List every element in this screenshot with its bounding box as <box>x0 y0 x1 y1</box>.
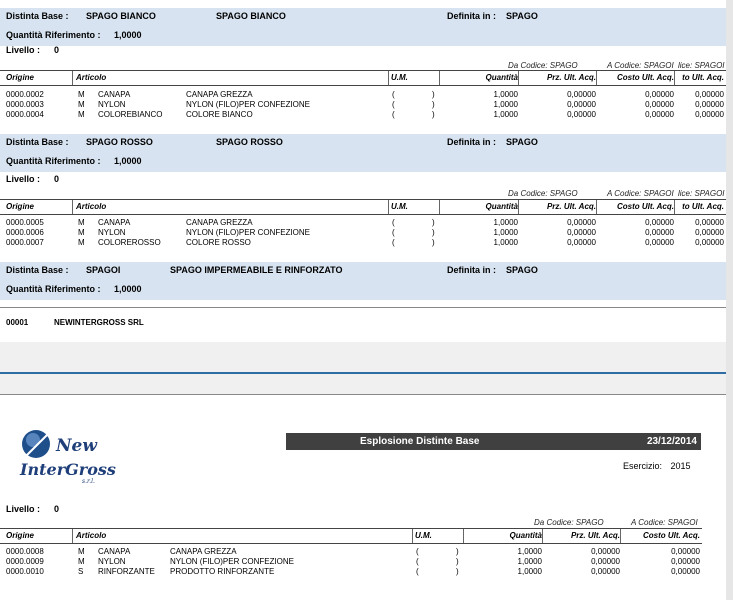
a-codice: A Codice: SPAGOI <box>631 518 698 527</box>
report-page: Distinta Base : SPAGO BIANCO SPAGO BIANCO Definita in : SPAGO Quantità Riferimento : 1,0000 Livello : 0 Da Codice: SPAGO A Codice: SPAGOI lice: SPAGOI Origine Articolo U.M. Quantità Prz. Ult. Acq. Costo Ult. Acq. to Ult. Acq. 0000.0002 M CANAPA CANAPA GREZZA ( ) 1,0000 0,00000 0,00000 0,00000 0000.0003 M NYLON NYLON (FILO)PER CONFEZIONE ( ) 1,0000 0,00000 0,00000 0,00000 0000.0004 M COLOREBIANCO COLORE BIANCO ( ) 1,0000 0,00000 0,00000 0,00000 Distinta Base : SPAGO ROSSO SPAGO ROSSO Definita in : SPAGO Quantità Riferimento : 1,0000 Livello : 0 Da Codice: SPAGO A Codice: SPAGOI lice: SPAGOI Origine Articolo U.M. Quantità Prz. Ult. Acq. Costo Ult. Acq. to Ult. Acq. 0000.0005 M CANAPA CANAPA GREZZA ( ) 1,0000 0,00000 0,00000 0,00000 0000.0006 M NYLON NYLON (FILO)PER CONFEZIONE ( ) 1,0000 0,00000 0,00000 0,00000 0000.0007 M COLOREROSSO COLORE ROSSO ( ) 1,0000 0,00000 0,00000 0,00000 Distinta Base : SPAGOI SPAGO IMPERMEABILE E RINFORZATO Definita in : SPAGO Quantità Riferimento : 1,0000 00001 NEWINTERGROSS SRL New InterGross s.r.l. Esplosione Distinte Base 23/12/2014 Esercizio: 2015 Livello : 0 Da Codice: SPAGO A Codice: SPAGOI Origine Articolo U.M. Quantità Prz. Ult. Acq. Costo Ult. Acq. 0000.0008 M CANAPA CANAPA GREZZA ( ) 1,0000 0,00000 0,00000 0000.0009 M NYLON NYLON (FILO)PER CONFEZIONE ( ) 1,0000 0,00000 0,00000 0000.0010 S RINFORZANTE PRODOTTO RINFORZANTE ( ) 1,0000 0,00000 0,00000 <box>0 0 726 600</box>
a-codice: A Codice: SPAGOI <box>607 189 674 198</box>
table-header <box>0 70 726 86</box>
table-row: 0000.0008 M CANAPA CANAPA GREZZA ( ) 1,0000 0,00000 0,00000 <box>6 547 700 556</box>
quantita-label: Quantità Riferimento : <box>6 30 101 40</box>
col-costo: Costo Ult. Acq. <box>616 73 674 82</box>
section-header: Distinta Base : SPAGO ROSSO SPAGO ROSSO Definita in : SPAGO Quantità Riferimento : 1,0000 <box>0 134 726 172</box>
report-title-bar <box>286 433 701 450</box>
col-origine: Origine <box>6 73 35 82</box>
a-codice: A Codice: SPAGOI <box>607 61 674 70</box>
table-row: 0000.0007 M COLOREROSSO COLORE ROSSO ( ) 1,0000 0,00000 0,00000 0,00000 <box>6 238 724 247</box>
page-separator-line <box>0 372 726 374</box>
col-costo-2: to Ult. Acq. <box>682 73 724 82</box>
scrollbar[interactable] <box>726 0 733 600</box>
distinta-desc: SPAGO BIANCO <box>216 11 286 21</box>
col-prz: Prz. Ult. Acq. <box>546 73 596 82</box>
col-um: U.M. <box>391 73 408 82</box>
col-quantita: Quantità <box>485 73 518 82</box>
esercizio: Esercizio: 2015 <box>623 461 691 471</box>
table-row: 0000.0003 M NYLON NYLON (FILO)PER CONFEZIONE ( ) 1,0000 0,00000 0,00000 0,00000 <box>6 100 724 109</box>
distinta-code: SPAGO BIANCO <box>86 11 156 21</box>
table-header: Origine Articolo U.M. Quantità Prz. Ult. Acq. Costo Ult. Acq. <box>0 528 702 544</box>
a-codice-overflow: lice: SPAGOI <box>678 189 725 198</box>
section-header <box>0 8 726 46</box>
da-codice: Da Codice: SPAGO <box>508 189 578 198</box>
table-header: Origine Articolo U.M. Quantità Prz. Ult. Acq. Costo Ult. Acq. to Ult. Acq. <box>0 199 726 215</box>
col-articolo: Articolo <box>76 73 107 82</box>
definita-label: Definita in : <box>447 11 496 21</box>
section-header: Distinta Base : SPAGOI SPAGO IMPERMEABILE E RINFORZATO Definita in : SPAGO Quantità Riferimento : 1,0000 <box>0 262 726 300</box>
distinta-label: Distinta Base : <box>6 11 69 21</box>
a-codice-overflow: lice: SPAGOI <box>678 61 725 70</box>
table-row: 0000.0006 M NYLON NYLON (FILO)PER CONFEZIONE ( ) 1,0000 0,00000 0,00000 0,00000 <box>6 228 724 237</box>
table-row: 0000.0002 M CANAPA CANAPA GREZZA ( ) 1,0000 0,00000 0,00000 0,00000 <box>6 90 724 99</box>
table-row: 0000.0004 M COLOREBIANCO COLORE BIANCO ( ) 1,0000 0,00000 0,00000 0,00000 <box>6 110 724 119</box>
footer-company: 00001 NEWINTERGROSS SRL <box>6 318 144 327</box>
report-title: Esplosione Distinte Base <box>360 436 480 447</box>
da-codice: Da Codice: SPAGO <box>508 61 578 70</box>
report-date: 23/12/2014 <box>646 436 697 447</box>
table-row: 0000.0010 S RINFORZANTE PRODOTTO RINFORZANTE ( ) 1,0000 0,00000 0,00000 <box>6 567 700 576</box>
da-codice: Da Codice: SPAGO <box>534 518 604 527</box>
quantita-value: 1,0000 <box>114 30 142 40</box>
table-row: 0000.0005 M CANAPA CANAPA GREZZA ( ) 1,0000 0,00000 0,00000 0,00000 <box>6 218 724 227</box>
company-logo: New InterGross s.r.l. <box>18 426 102 488</box>
page-separator <box>0 342 726 394</box>
table-row: 0000.0009 M NYLON NYLON (FILO)PER CONFEZIONE ( ) 1,0000 0,00000 0,00000 <box>6 557 700 566</box>
definita-value: SPAGO <box>506 11 538 21</box>
